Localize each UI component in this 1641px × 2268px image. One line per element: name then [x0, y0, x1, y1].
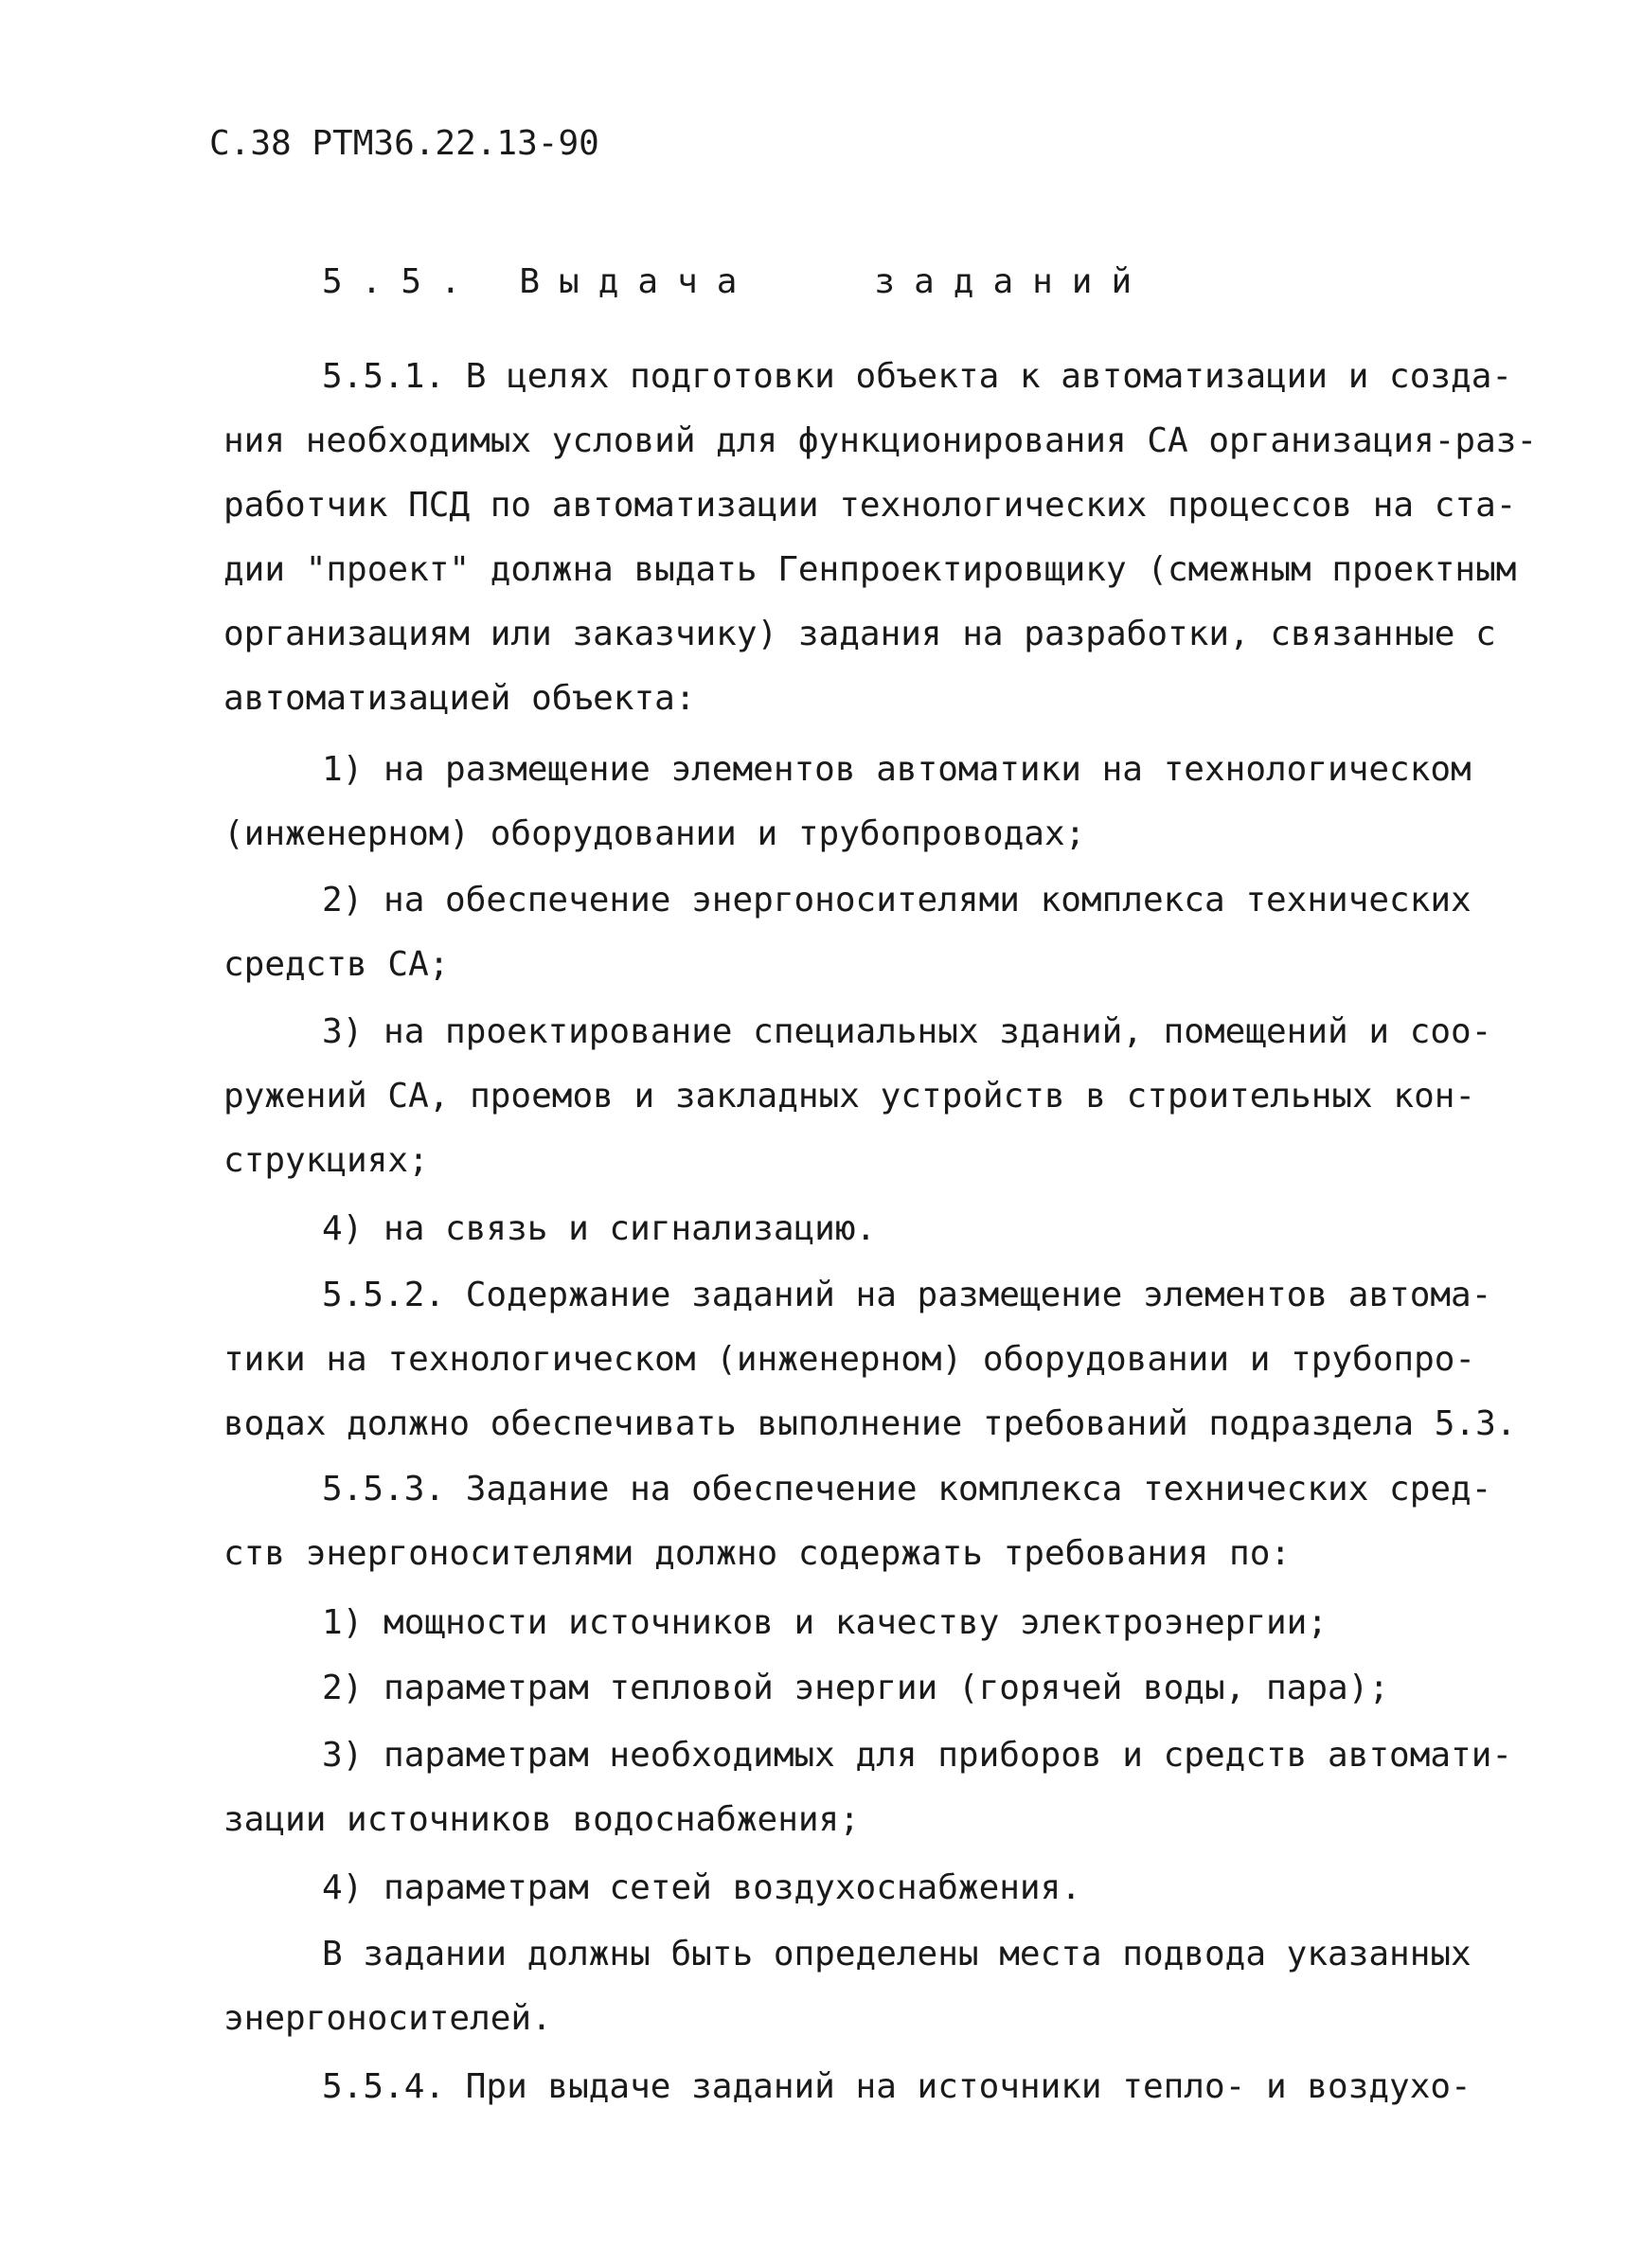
list-item: 2) параметрам тепловой энергии (горячей воды, пара);: [322, 1669, 1390, 1707]
text-line: зации источников водоснабжения;: [223, 1800, 860, 1839]
text-line: ств энергоносителями должно содержать требования по:: [223, 1534, 1292, 1573]
text-line: (инженерном) оборудовании и трубопроводах;: [223, 814, 1086, 853]
text-line: водах должно обеспечивать выполнение требований подраздела 5.3.: [223, 1404, 1517, 1443]
list-item: 2) на обеспечение энергоносителями комплекса технических: [322, 881, 1472, 920]
text-line: 5.5.2. Содержание заданий на размещение элементов автома-: [322, 1276, 1492, 1314]
text-line: организациям или заказчику) задания на разработки, связанные с: [223, 615, 1496, 653]
text-line: 5.5.4. При выдаче заданий на источники тепло- и воздухо-: [322, 2067, 1472, 2106]
list-item: 4) параметрам сетей воздухоснабжения.: [322, 1868, 1081, 1907]
text-line: В задании должны быть определены места подвода указанных: [322, 1935, 1472, 1973]
text-line: 5.5.1. В целях подготовки объекта к автоматизации и созда-: [322, 357, 1513, 396]
page-header: С.38 РТМ36.22.13-90: [209, 124, 599, 163]
list-item: 3) параметрам необходимых для приборов и средств автомати-: [322, 1736, 1513, 1775]
text-line: работчик ПСД по автоматизации технологических процессов на ста-: [223, 486, 1517, 525]
text-line: ружений СА, проемов и закладных устройств в строительных кон-: [223, 1077, 1476, 1116]
text-line: тики на технологическом (инженерном) оборудовании и трубопро-: [223, 1340, 1476, 1379]
text-line: дии "проект" должна выдать Генпроектировщику (смежным проектным: [223, 550, 1517, 589]
list-item: 4) на связь и сигнализацию.: [322, 1209, 877, 1248]
list-item: 3) на проектирование специальных зданий, помещений и соо-: [322, 1012, 1492, 1051]
text-line: 5.5.3. Задание на обеспечение комплекса технических сред-: [322, 1470, 1492, 1509]
text-line: средств СА;: [223, 945, 450, 984]
text-line: автоматизацией объекта:: [223, 679, 696, 718]
text-line: струкциях;: [223, 1141, 429, 1180]
list-item: 1) на размещение элементов автоматики на технологическом: [322, 750, 1472, 789]
list-item: 1) мощности источников и качеству электроэнергии;: [322, 1603, 1329, 1642]
text-line: энергоносителей.: [223, 1999, 552, 2038]
text-line: ния необходимых условий для функционирования СА организация-раз-: [223, 421, 1538, 460]
section-title: 5.5. Выдача заданий: [322, 262, 1151, 301]
